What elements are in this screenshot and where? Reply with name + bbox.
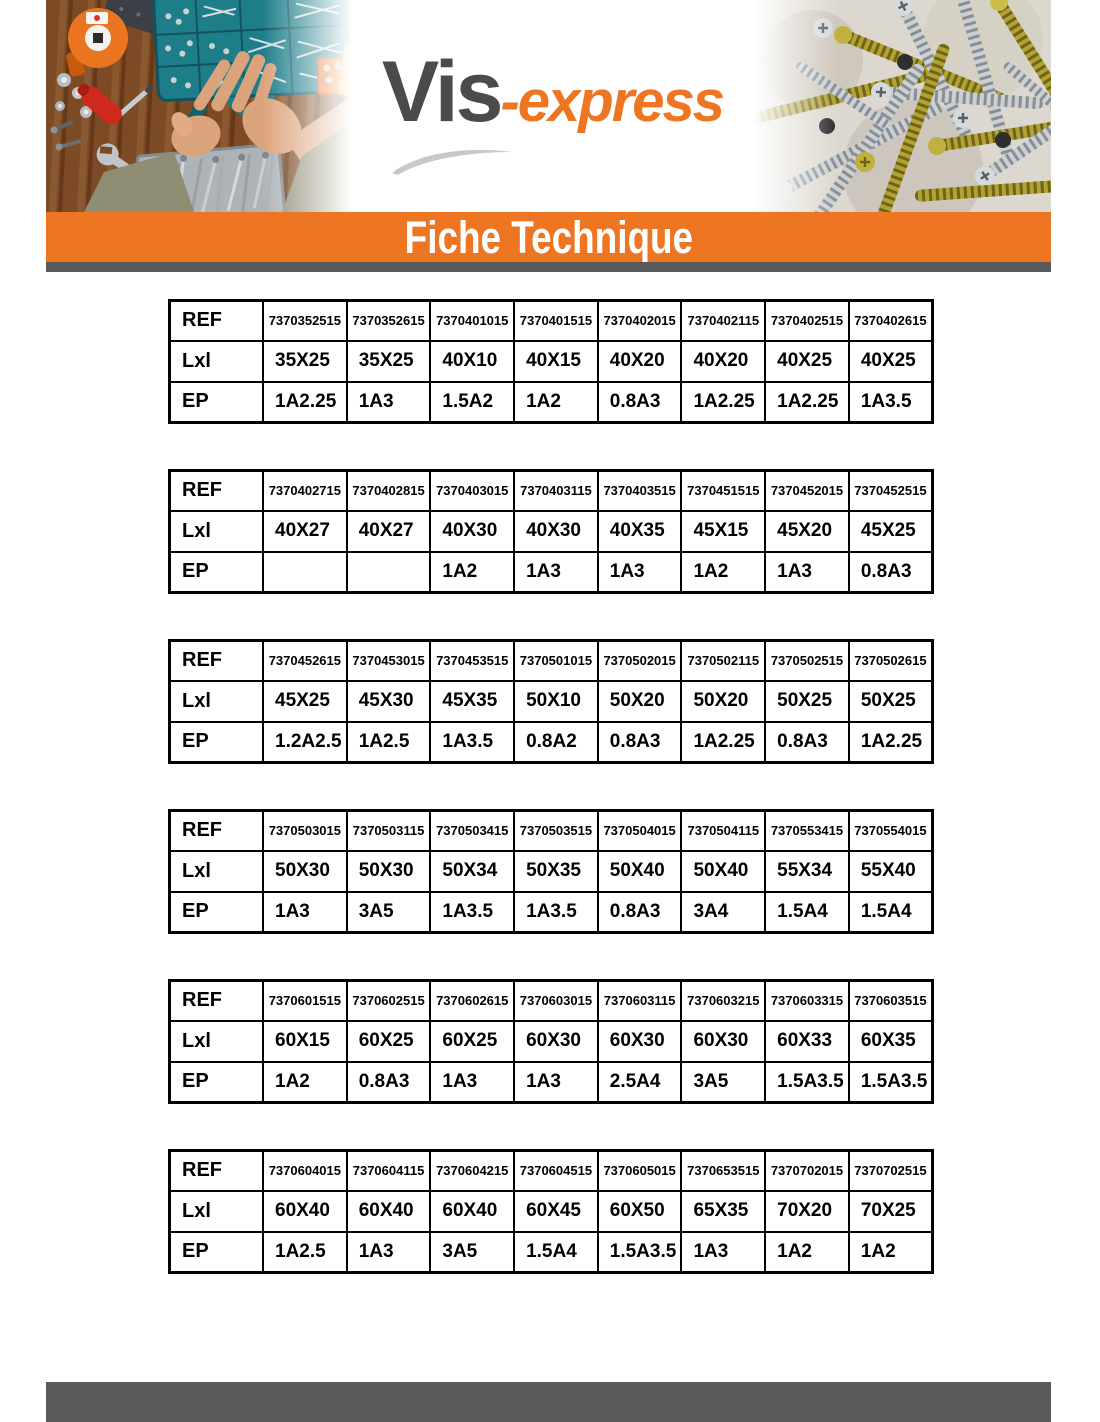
table-row-ep <box>170 892 933 933</box>
ep-cell-4: 1A3 <box>514 1062 598 1103</box>
spec-table-6 <box>168 1149 934 1274</box>
lxl-cell-5: 50X40 <box>598 851 682 892</box>
ep-cell-2: 1A3 <box>347 1232 431 1273</box>
table-row-lxl <box>170 1191 933 1232</box>
ep-cell-5: 1.5A3.5 <box>598 1232 682 1273</box>
ep-cell-1: 1A3 <box>263 892 347 933</box>
title-banner <box>46 212 1051 262</box>
ref-cell-8: 7370702515 <box>849 1151 933 1191</box>
lxl-cell-7: 70X20 <box>765 1191 849 1232</box>
ep-cell-7: 1A3 <box>765 552 849 593</box>
row-label-ep: EP <box>170 1232 264 1273</box>
ref-cell-5: 7370502015 <box>598 641 682 681</box>
ep-cell-1: 1A2.25 <box>263 382 347 423</box>
ep-cell-3: 1.5A2 <box>430 382 514 423</box>
row-label-lxl: Lxl <box>170 851 264 892</box>
ref-cell-6: 7370653515 <box>681 1151 765 1191</box>
lxl-cell-3: 40X10 <box>430 341 514 382</box>
ep-cell-4: 1A3.5 <box>514 892 598 933</box>
logo-wordmark <box>381 44 724 140</box>
row-label-ep: EP <box>170 552 264 593</box>
ep-cell-3: 1A3.5 <box>430 722 514 763</box>
lxl-cell-5: 40X35 <box>598 511 682 552</box>
ref-cell-6: 7370451515 <box>681 471 765 511</box>
ep-cell-8: 1A2 <box>849 1232 933 1273</box>
lxl-cell-7: 50X25 <box>765 681 849 722</box>
ref-cell-5: 7370402015 <box>598 301 682 341</box>
banner-underline <box>46 262 1051 272</box>
lxl-cell-3: 60X40 <box>430 1191 514 1232</box>
lxl-cell-2: 40X27 <box>347 511 431 552</box>
ref-cell-4: 7370501015 <box>514 641 598 681</box>
ep-cell-5: 2.5A4 <box>598 1062 682 1103</box>
lxl-cell-5: 40X20 <box>598 341 682 382</box>
lxl-cell-1: 40X27 <box>263 511 347 552</box>
ref-cell-7: 7370502515 <box>765 641 849 681</box>
ep-cell-2: 3A5 <box>347 892 431 933</box>
lxl-cell-5: 60X30 <box>598 1021 682 1062</box>
ep-cell-7: 1.5A3.5 <box>765 1062 849 1103</box>
ep-cell-3: 3A5 <box>430 1232 514 1273</box>
ref-cell-5: 7370605015 <box>598 1151 682 1191</box>
row-label-ref: REF <box>170 301 264 341</box>
ep-cell-2 <box>347 552 431 593</box>
ref-cell-3: 7370401015 <box>430 301 514 341</box>
ref-cell-2: 7370402815 <box>347 471 431 511</box>
ep-cell-5: 0.8A3 <box>598 892 682 933</box>
ep-cell-8: 1.5A4 <box>849 892 933 933</box>
lxl-cell-8: 60X35 <box>849 1021 933 1062</box>
ep-cell-6: 3A4 <box>681 892 765 933</box>
ref-cell-1: 7370604015 <box>263 1151 347 1191</box>
table-row-ref <box>170 301 933 341</box>
table-row-lxl <box>170 851 933 892</box>
ref-cell-2: 7370503115 <box>347 811 431 851</box>
ref-cell-4: 7370401515 <box>514 301 598 341</box>
lxl-cell-2: 60X40 <box>347 1191 431 1232</box>
ep-cell-8: 0.8A3 <box>849 552 933 593</box>
ref-cell-6: 7370502115 <box>681 641 765 681</box>
ep-cell-1 <box>263 552 347 593</box>
table-row-ep <box>170 552 933 593</box>
ep-cell-7: 1A2 <box>765 1232 849 1273</box>
spec-table-1 <box>168 299 934 424</box>
lxl-cell-8: 55X40 <box>849 851 933 892</box>
ep-cell-7: 0.8A3 <box>765 722 849 763</box>
header <box>46 0 1051 212</box>
table-row-ref <box>170 471 933 511</box>
ref-cell-7: 7370603315 <box>765 981 849 1021</box>
logo <box>352 0 753 212</box>
lxl-cell-6: 50X20 <box>681 681 765 722</box>
ref-cell-1: 7370402715 <box>263 471 347 511</box>
table-row-ep <box>170 722 933 763</box>
screws-photo <box>753 0 1051 212</box>
ref-cell-2: 7370453015 <box>347 641 431 681</box>
ep-cell-7: 1A2.25 <box>765 382 849 423</box>
row-label-lxl: Lxl <box>170 1021 264 1062</box>
ref-cell-2: 7370604115 <box>347 1151 431 1191</box>
ref-cell-2: 7370602515 <box>347 981 431 1021</box>
spec-table-4 <box>168 809 934 934</box>
ep-cell-6: 1A2.25 <box>681 382 765 423</box>
ep-cell-6: 3A5 <box>681 1062 765 1103</box>
ep-cell-6: 1A2 <box>681 552 765 593</box>
ep-cell-2: 1A3 <box>347 382 431 423</box>
table-row-ep <box>170 1062 933 1103</box>
row-label-lxl: Lxl <box>170 1191 264 1232</box>
ref-cell-2: 7370352615 <box>347 301 431 341</box>
lxl-cell-4: 60X30 <box>514 1021 598 1062</box>
ep-cell-4: 1A3 <box>514 552 598 593</box>
ref-cell-3: 7370604215 <box>430 1151 514 1191</box>
lxl-cell-5: 60X50 <box>598 1191 682 1232</box>
lxl-cell-2: 50X30 <box>347 851 431 892</box>
lxl-cell-7: 60X33 <box>765 1021 849 1062</box>
ref-cell-8: 7370402615 <box>849 301 933 341</box>
row-label-lxl: Lxl <box>170 681 264 722</box>
ref-cell-8: 7370502615 <box>849 641 933 681</box>
lxl-cell-2: 45X30 <box>347 681 431 722</box>
ref-cell-1: 7370503015 <box>263 811 347 851</box>
ep-cell-1: 1.2A2.5 <box>263 722 347 763</box>
lxl-cell-6: 50X40 <box>681 851 765 892</box>
lxl-cell-1: 60X40 <box>263 1191 347 1232</box>
ref-cell-3: 7370453515 <box>430 641 514 681</box>
row-label-ep: EP <box>170 722 264 763</box>
ref-cell-8: 7370603515 <box>849 981 933 1021</box>
logo-express-text: -express <box>500 69 724 134</box>
ep-cell-8: 1A3.5 <box>849 382 933 423</box>
spec-tables <box>168 299 934 1319</box>
ep-cell-1: 1A2.5 <box>263 1232 347 1273</box>
lxl-cell-6: 60X30 <box>681 1021 765 1062</box>
spec-table-2 <box>168 469 934 594</box>
table-row-ep <box>170 1232 933 1273</box>
ref-cell-7: 7370702015 <box>765 1151 849 1191</box>
ep-cell-2: 0.8A3 <box>347 1062 431 1103</box>
ref-cell-1: 7370601515 <box>263 981 347 1021</box>
lxl-cell-3: 60X25 <box>430 1021 514 1062</box>
ref-cell-7: 7370452015 <box>765 471 849 511</box>
row-label-ref: REF <box>170 1151 264 1191</box>
lxl-cell-3: 50X34 <box>430 851 514 892</box>
ref-cell-5: 7370603115 <box>598 981 682 1021</box>
row-label-ep: EP <box>170 382 264 423</box>
row-label-ref: REF <box>170 471 264 511</box>
ep-cell-5: 0.8A3 <box>598 382 682 423</box>
ref-cell-1: 7370452615 <box>263 641 347 681</box>
lxl-cell-8: 40X25 <box>849 341 933 382</box>
lxl-cell-1: 50X30 <box>263 851 347 892</box>
lxl-cell-1: 60X15 <box>263 1021 347 1062</box>
lxl-cell-6: 65X35 <box>681 1191 765 1232</box>
row-label-ref: REF <box>170 811 264 851</box>
row-label-ep: EP <box>170 1062 264 1103</box>
screws-photo-art <box>753 0 1051 212</box>
ref-cell-1: 7370352515 <box>263 301 347 341</box>
lxl-cell-1: 35X25 <box>263 341 347 382</box>
lxl-cell-8: 70X25 <box>849 1191 933 1232</box>
ref-cell-8: 7370554015 <box>849 811 933 851</box>
ep-cell-3: 1A2 <box>430 552 514 593</box>
ref-cell-3: 7370403015 <box>430 471 514 511</box>
row-label-ep: EP <box>170 892 264 933</box>
ref-cell-3: 7370503415 <box>430 811 514 851</box>
ep-cell-8: 1A2.25 <box>849 722 933 763</box>
table-row-lxl <box>170 681 933 722</box>
lxl-cell-2: 60X25 <box>347 1021 431 1062</box>
ep-cell-4: 0.8A2 <box>514 722 598 763</box>
ref-cell-5: 7370504015 <box>598 811 682 851</box>
ep-cell-2: 1A2.5 <box>347 722 431 763</box>
ref-cell-5: 7370403515 <box>598 471 682 511</box>
lxl-cell-4: 50X35 <box>514 851 598 892</box>
ref-cell-4: 7370503515 <box>514 811 598 851</box>
ref-cell-6: 7370504115 <box>681 811 765 851</box>
ref-cell-8: 7370452515 <box>849 471 933 511</box>
logo-swoosh-icon <box>388 145 516 175</box>
ref-cell-6: 7370402115 <box>681 301 765 341</box>
workbench-photo-art <box>46 0 352 212</box>
ref-cell-6: 7370603215 <box>681 981 765 1021</box>
lxl-cell-3: 45X35 <box>430 681 514 722</box>
table-row-ref <box>170 641 933 681</box>
ep-cell-1: 1A2 <box>263 1062 347 1103</box>
ep-cell-3: 1A3.5 <box>430 892 514 933</box>
ep-cell-7: 1.5A4 <box>765 892 849 933</box>
lxl-cell-5: 50X20 <box>598 681 682 722</box>
logo-vis-text: Vis <box>381 44 501 140</box>
ep-cell-3: 1A3 <box>430 1062 514 1103</box>
row-label-lxl: Lxl <box>170 511 264 552</box>
table-row-ref <box>170 811 933 851</box>
row-label-ref: REF <box>170 641 264 681</box>
ep-cell-6: 1A2.25 <box>681 722 765 763</box>
lxl-cell-7: 55X34 <box>765 851 849 892</box>
ep-cell-8: 1.5A3.5 <box>849 1062 933 1103</box>
lxl-cell-4: 60X45 <box>514 1191 598 1232</box>
ep-cell-6: 1A3 <box>681 1232 765 1273</box>
page-title: Fiche Technique <box>404 211 693 263</box>
lxl-cell-6: 40X20 <box>681 341 765 382</box>
lxl-cell-8: 45X25 <box>849 511 933 552</box>
ref-cell-7: 7370553415 <box>765 811 849 851</box>
ref-cell-4: 7370603015 <box>514 981 598 1021</box>
lxl-cell-4: 50X10 <box>514 681 598 722</box>
spec-table-3 <box>168 639 934 764</box>
lxl-cell-1: 45X25 <box>263 681 347 722</box>
table-row-lxl <box>170 511 933 552</box>
ep-cell-4: 1.5A4 <box>514 1232 598 1273</box>
table-row-ep <box>170 382 933 423</box>
ep-cell-4: 1A2 <box>514 382 598 423</box>
table-row-lxl <box>170 1021 933 1062</box>
ref-cell-7: 7370402515 <box>765 301 849 341</box>
lxl-cell-3: 40X30 <box>430 511 514 552</box>
table-row-lxl <box>170 341 933 382</box>
table-row-ref <box>170 981 933 1021</box>
ref-cell-4: 7370604515 <box>514 1151 598 1191</box>
row-label-ref: REF <box>170 981 264 1021</box>
lxl-cell-7: 45X20 <box>765 511 849 552</box>
lxl-cell-6: 45X15 <box>681 511 765 552</box>
spec-table-5 <box>168 979 934 1104</box>
ep-cell-5: 1A3 <box>598 552 682 593</box>
lxl-cell-7: 40X25 <box>765 341 849 382</box>
ref-cell-3: 7370602615 <box>430 981 514 1021</box>
ref-cell-4: 7370403115 <box>514 471 598 511</box>
lxl-cell-2: 35X25 <box>347 341 431 382</box>
lxl-cell-4: 40X30 <box>514 511 598 552</box>
table-row-ref <box>170 1151 933 1191</box>
row-label-lxl: Lxl <box>170 341 264 382</box>
lxl-cell-8: 50X25 <box>849 681 933 722</box>
workbench-photo <box>46 0 352 212</box>
ep-cell-5: 0.8A3 <box>598 722 682 763</box>
lxl-cell-4: 40X15 <box>514 341 598 382</box>
footer-bar <box>46 1382 1051 1422</box>
